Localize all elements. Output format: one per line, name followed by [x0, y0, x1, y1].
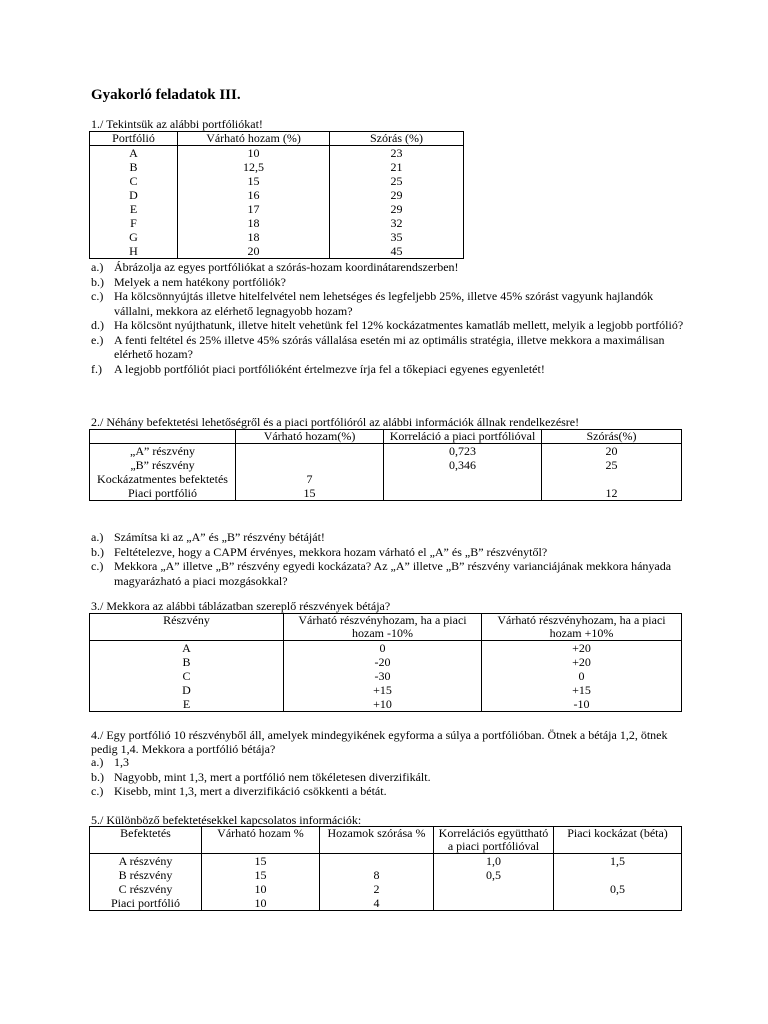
table-row — [90, 244, 464, 259]
list-item-label: a.) — [91, 530, 104, 544]
q1-header-cell: Várható hozam (%) — [178, 132, 330, 146]
table-cell: 25 — [330, 174, 464, 188]
table-cell: 25 — [542, 458, 682, 472]
q1-table — [89, 131, 464, 259]
table-row — [90, 216, 464, 230]
table-cell: 0 — [284, 641, 482, 656]
q5-header-cell: Piaci kockázat (béta) — [554, 827, 682, 854]
q2-intro: 2./ Néhány befektetési lehetőségről és a piaci portfólióról az alábbi információk állnak rendelkezésre! — [91, 415, 580, 429]
table-cell: 0,5 — [434, 868, 554, 882]
list-item-text: Ábrázolja az egyes portfóliókat a szórás-hozam koordinátarendszerben! — [114, 260, 459, 274]
table-cell: 1,0 — [434, 854, 554, 869]
list-item-label: b.) — [91, 544, 104, 559]
list-item-text: 1,3 — [114, 755, 129, 769]
table-cell: 21 — [330, 160, 464, 174]
list-item-text: Mekkora „A” illetve „B” részvény egyedi kockázata? Az „A” illetve „B” részvény varianciájának mekkora hányada magyarázható a piaci mozgásokkal? — [114, 559, 672, 588]
table-cell: 0,723 — [384, 444, 542, 459]
list-item — [91, 770, 691, 785]
list-item-label: a.) — [91, 755, 104, 769]
table-cell: 8 — [320, 868, 434, 882]
list-item-text: Kisebb, mint 1,3, mert a diverzifikáció csökkenti a bétát. — [114, 784, 387, 798]
table-cell: 1,5 — [554, 854, 682, 869]
table-cell: 16 — [178, 188, 330, 202]
table-cell: D — [90, 188, 178, 202]
table-cell: Piaci portfólió — [90, 896, 202, 911]
list-item-text: A legjobb portfóliót piaci portfólióként értelmezve írja fel a tőkepiaci egyenes egyenletét! — [114, 361, 545, 376]
q1-intro: 1./ Tekintsük az alábbi portfóliókat! — [91, 117, 263, 131]
table-cell: B — [90, 655, 284, 669]
table-row — [90, 683, 682, 697]
q1-table-header — [90, 132, 464, 146]
table-row — [90, 641, 682, 656]
list-item-text: Számítsa ki az „A” és „B” részvény bétáját! — [114, 530, 325, 544]
table-cell: 32 — [330, 216, 464, 230]
list-item-text: A fenti feltétel és 25% illetve 45% szórás vállalása esetén mi az optimális stratégia, illetve mekkora a maximálisan elérhető hozam? — [114, 332, 665, 361]
list-item — [91, 275, 691, 290]
q2-header-cell: Szórás(%) — [542, 430, 682, 444]
list-item-label: f.) — [91, 361, 102, 376]
table-cell: -30 — [284, 669, 482, 683]
table-cell: 29 — [330, 202, 464, 216]
table-cell — [236, 444, 384, 459]
list-item — [91, 260, 691, 275]
q1-header-cell: Portfólió — [90, 132, 178, 146]
q5-header-cell: Befektetés — [90, 827, 202, 854]
table-cell: 23 — [330, 146, 464, 161]
q1-table-body — [90, 146, 464, 259]
table-cell: 20 — [542, 444, 682, 459]
table-cell: B részvény — [90, 868, 202, 882]
table-cell: +10 — [284, 697, 482, 712]
table-cell: 12,5 — [178, 160, 330, 174]
q5-header-cell: Korrelációs együttható a piaci portfólióval — [434, 827, 554, 854]
table-cell: 7 — [236, 472, 384, 486]
table-row — [90, 697, 682, 712]
table-cell: E — [90, 697, 284, 712]
table-row — [90, 896, 682, 911]
table-cell: 10 — [178, 146, 330, 161]
q4-intro: 4./ Egy portfólió 10 részvényből áll, amelyek mindegyikének egyforma a súlya a portfólióban. Ötnek a bétája 1,2, ötnek pedig 1,4. Mekkora a portfólió bétája? — [91, 728, 668, 756]
q3-table — [89, 613, 682, 712]
table-cell: 12 — [542, 486, 682, 501]
list-item-label: b.) — [91, 274, 104, 289]
table-row — [90, 868, 682, 882]
table-cell: 35 — [330, 230, 464, 244]
table-cell: A részvény — [90, 854, 202, 869]
q5-table-body — [90, 854, 682, 911]
table-cell: 45 — [330, 244, 464, 259]
list-item-label: a.) — [91, 260, 104, 274]
table-cell: C — [90, 174, 178, 188]
table-cell: 0,346 — [384, 458, 542, 472]
table-cell: 2 — [320, 882, 434, 896]
q4-item-list — [91, 755, 691, 799]
table-cell — [434, 896, 554, 911]
table-row — [90, 854, 682, 869]
table-cell — [434, 882, 554, 896]
q5-table-header — [90, 827, 682, 854]
table-cell: -20 — [284, 655, 482, 669]
list-item-text: Ha kölcsönt nyújthatunk, illetve hitelt vehetünk fel 12% kockázatmentes kamatláb mellett, melyik a legjobb portfólió? — [114, 318, 684, 332]
table-cell: +15 — [284, 683, 482, 697]
list-item-text: Ha kölcsönnyújtás illetve hitelfelvétel nem lehetséges és legfeljebb 25%, illetve 45% szórást vagyunk hajlandók vállalni, mekkora az elérhető legnagyobb hozam? — [114, 289, 654, 318]
list-item — [91, 559, 691, 588]
table-cell: C — [90, 669, 284, 683]
table-cell: A — [90, 641, 284, 656]
table-cell: -10 — [482, 697, 682, 712]
table-cell: 10 — [202, 882, 320, 896]
table-row — [90, 472, 682, 486]
table-cell — [236, 458, 384, 472]
table-cell: B — [90, 160, 178, 174]
table-row — [90, 444, 682, 459]
list-item-text: Nagyobb, mint 1,3, mert a portfólió nem tökéletesen diverzifikált. — [114, 769, 431, 784]
q3-table-body — [90, 641, 682, 712]
q2-header-cell — [90, 430, 236, 444]
table-cell: „A” részvény — [90, 444, 236, 459]
table-cell: 10 — [202, 896, 320, 911]
table-cell: H — [90, 244, 178, 259]
q3-intro: 3./ Mekkora az alábbi táblázatban szereplő részvények bétája? — [91, 599, 391, 613]
list-item — [91, 289, 691, 318]
list-item-text: Melyek a nem hatékony portfóliók? — [114, 274, 286, 289]
table-cell: „B” részvény — [90, 458, 236, 472]
table-cell — [384, 472, 542, 486]
table-cell — [554, 868, 682, 882]
page-title: Gyakorló feladatok III. — [91, 87, 241, 103]
table-cell: 18 — [178, 216, 330, 230]
q5-header-cell: Várható hozam % — [202, 827, 320, 854]
q2-header-cell: Várható hozam(%) — [236, 430, 384, 444]
table-cell — [384, 486, 542, 501]
list-item-label: b.) — [91, 769, 104, 784]
table-cell: 20 — [178, 244, 330, 259]
list-item-label: c.) — [91, 784, 104, 798]
q2-header-cell: Korreláció a piaci portfólióval — [384, 430, 542, 444]
q3-header-cell: Várható részvényhozam, ha a piaci hozam -10% — [284, 614, 482, 641]
q1-header-cell: Szórás (%) — [330, 132, 464, 146]
list-item-label: c.) — [91, 289, 104, 303]
q5-intro: 5./ Különböző befektetésekkel kapcsolatos információk: — [91, 813, 362, 827]
list-item — [91, 333, 691, 362]
table-cell: +20 — [482, 641, 682, 656]
table-cell: G — [90, 230, 178, 244]
list-item-label: d.) — [91, 318, 104, 332]
table-row — [90, 202, 464, 216]
q3-header-cell: Részvény — [90, 614, 284, 641]
q2-table-body — [90, 444, 682, 501]
table-row — [90, 230, 464, 244]
list-item — [91, 362, 691, 377]
table-cell: 15 — [202, 854, 320, 869]
table-cell — [320, 854, 434, 869]
table-row — [90, 174, 464, 188]
table-cell — [554, 896, 682, 911]
table-row — [90, 458, 682, 472]
table-row — [90, 882, 682, 896]
list-item — [91, 755, 691, 770]
table-cell: 29 — [330, 188, 464, 202]
table-row — [90, 160, 464, 174]
table-cell: 17 — [178, 202, 330, 216]
table-cell: +15 — [482, 683, 682, 697]
table-cell: 18 — [178, 230, 330, 244]
table-cell: 15 — [236, 486, 384, 501]
table-cell — [542, 472, 682, 486]
q2-item-list — [91, 530, 691, 588]
table-cell: D — [90, 683, 284, 697]
table-row — [90, 146, 464, 161]
table-row — [90, 655, 682, 669]
table-cell: 0,5 — [554, 882, 682, 896]
list-item-label: c.) — [91, 559, 104, 573]
q5-table — [89, 826, 682, 911]
table-row — [90, 188, 464, 202]
table-row — [90, 669, 682, 683]
list-item — [91, 318, 691, 333]
table-cell: E — [90, 202, 178, 216]
table-cell: 0 — [482, 669, 682, 683]
table-cell: 15 — [202, 868, 320, 882]
table-cell: F — [90, 216, 178, 230]
q5-header-cell: Hozamok szórása % — [320, 827, 434, 854]
table-row — [90, 486, 682, 501]
table-cell: +20 — [482, 655, 682, 669]
q1-item-list — [91, 260, 691, 376]
list-item — [91, 545, 691, 560]
list-item-label: e.) — [91, 332, 104, 347]
q2-table-header — [90, 430, 682, 444]
table-cell: Kockázatmentes befektetés — [90, 472, 236, 486]
list-item — [91, 530, 691, 545]
list-item — [91, 784, 691, 799]
q3-header-cell: Várható részvényhozam, ha a piaci hozam +10% — [482, 614, 682, 641]
table-cell: Piaci portfólió — [90, 486, 236, 501]
table-cell: 15 — [178, 174, 330, 188]
table-cell: 4 — [320, 896, 434, 911]
table-cell: A — [90, 146, 178, 161]
table-cell: C részvény — [90, 882, 202, 896]
list-item-text: Feltételezve, hogy a CAPM érvényes, mekkora hozam várható el „A” és „B” részvénytől? — [114, 544, 548, 559]
q3-table-header — [90, 614, 682, 641]
q2-table — [89, 429, 682, 501]
